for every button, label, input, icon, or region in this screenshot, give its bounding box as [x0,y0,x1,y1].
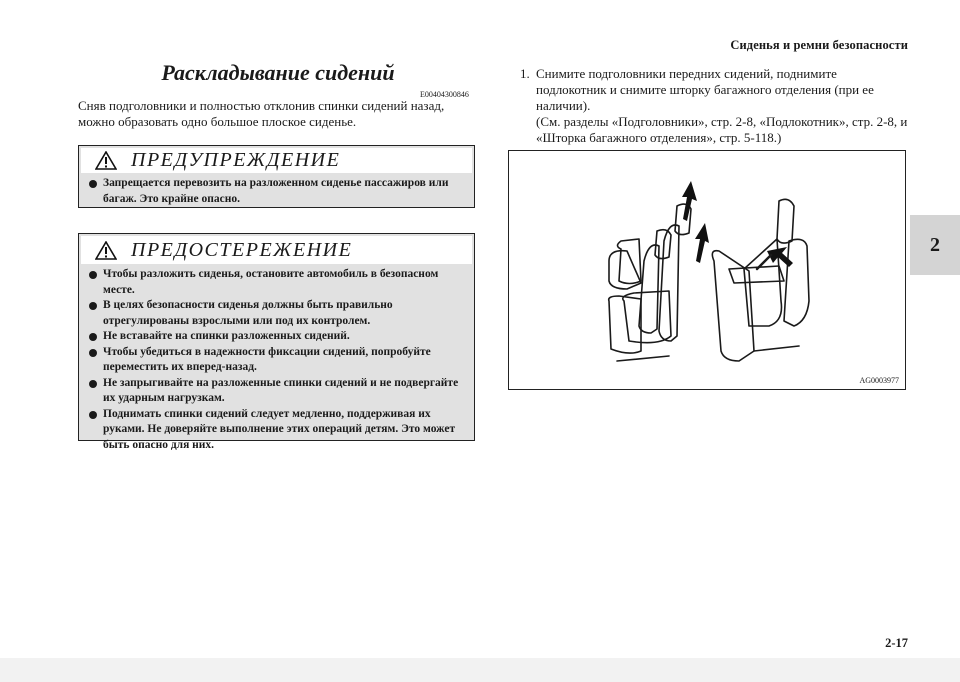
folded-seats-drawing [712,199,809,361]
running-header: Сиденья и ремни безопасности [730,38,908,52]
caution-item: Поднимать спинки сидений следует медленно, поддерживая их руками. Не доверяйте выполнение этих операций детям. Это может быть опасно для них. [89,407,468,454]
caution-item: В целях безопасности сиденья должны быть правильно отрегулированы взрослыми или под их контролем. [89,298,468,329]
step-text: Снимите подголовники передних сидений, поднимите подлокотник и снимите шторку багажного отделения (при ее наличии). [536,66,874,113]
caution-box [78,233,475,451]
caution-item: Не запрыгивайте на разложенные спинки сидений и не подвергайте их ударным нагрузкам. [89,376,468,407]
intro-paragraph: Сняв подголовники и полностью отклонив спинки сидений назад, можно образовать одно большое плоское сиденье. [78,98,445,129]
warning-header [81,148,472,173]
bullet-icon [89,271,97,279]
warning-label: ПРЕДУПРЕЖДЕНИЕ [131,149,341,171]
step-1 [520,66,910,146]
warning-box [78,145,475,208]
caution-list [79,267,474,453]
warning-triangle-icon [95,151,117,170]
section-title: Раскладывание сидений [161,60,395,85]
bullet-icon [89,411,97,419]
bullet-icon [89,349,97,357]
caution-item: Не вставайте на спинки разложенных сидений. [89,329,468,345]
bullet-icon [89,302,97,310]
page-number: 2-17 [885,636,908,650]
chapter-tab: 2 [910,215,960,275]
caution-header [81,236,472,264]
footer-band [0,658,960,682]
warning-triangle-icon [95,241,117,260]
front-seats-drawing [609,181,709,361]
step-number: 1. [520,66,530,81]
caution-item: Чтобы убедиться в надежности фиксации сидений, попробуйте переместить их вперед-назад. [89,345,468,376]
warning-item: Запрещается перевозить на разложенном сиденье пассажиров или багаж. Это крайне опасно. [89,176,468,207]
section-code: E00404300846 [420,90,469,99]
bullet-icon [89,180,97,188]
seat-illustration [508,150,906,390]
seat-drawing [509,151,905,389]
caution-label: ПРЕДОСТЕРЕЖЕНИЕ [131,238,353,261]
figure-code: AG0003977 [859,376,899,385]
bullet-icon [89,380,97,388]
bullet-icon [89,333,97,341]
caution-item: Чтобы разложить сиденья, остановите автомобиль в безопасном месте. [89,267,468,298]
warning-list [79,176,474,207]
step-reference: (См. разделы «Подголовники», стр. 2-8, «Подлокотник», стр. 2-8, и «Шторка багажного отделения», стр. 5-118.) [536,114,908,145]
